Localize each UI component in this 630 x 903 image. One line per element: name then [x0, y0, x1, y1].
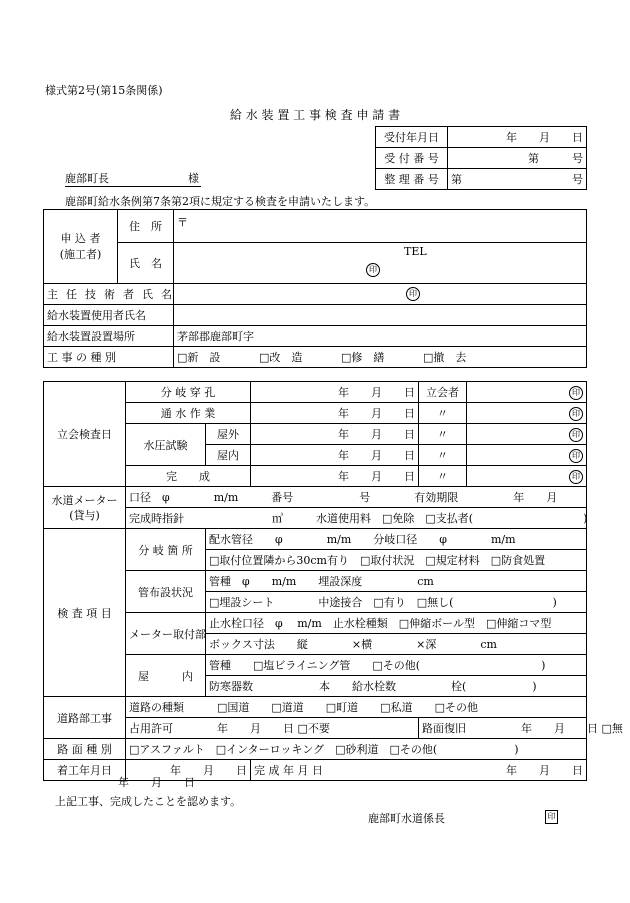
- addressee: [65, 170, 201, 187]
- applicant-label-cell: [44, 210, 118, 284]
- reference-suffix: 号: [572, 173, 583, 186]
- meter-label-cell: [44, 487, 126, 529]
- ditto-mark: 〃: [419, 403, 467, 424]
- work-type-options: [174, 347, 587, 368]
- water-flow-date[interactable]: 年 月 日: [251, 403, 419, 424]
- form-title: 給 水 装 置 工 事 検 査 申 請 書: [229, 108, 401, 122]
- complete-date-value[interactable]: 年 月 日: [506, 764, 583, 777]
- location-field[interactable]: 茅部郡鹿部町字: [174, 326, 587, 347]
- work-type-repair[interactable]: □修 繕: [341, 351, 385, 364]
- engineer-field[interactable]: [174, 284, 587, 305]
- applicant-sub: (施工者): [59, 247, 102, 261]
- on-site-date-label: 立会検査日: [44, 382, 126, 487]
- applicant-table: [43, 209, 587, 368]
- pipe-status-label: 管布設状況: [126, 571, 206, 613]
- witness-field-2[interactable]: [467, 403, 587, 424]
- work-type-label: 工 事 の 種 別: [44, 347, 174, 368]
- ditto-mark: 〃: [419, 445, 467, 466]
- branch-drilling-label: 分 岐 穿 孔: [126, 382, 251, 403]
- witness-label: 立会者: [419, 382, 467, 403]
- work-type-removal[interactable]: □撤 去: [423, 351, 467, 364]
- witness-field-5[interactable]: [467, 466, 587, 487]
- reception-number-value: 第 号: [448, 148, 587, 169]
- complete-date-cell: [251, 760, 587, 781]
- reception-table: [375, 126, 587, 190]
- indoor-label: 屋内: [206, 445, 251, 466]
- meter-fitting-line-1[interactable]: 止水栓口径 φ m/m 止水栓種類 □伸縮ボール型 □伸縮コマ型: [206, 613, 587, 634]
- reference-number-value: [448, 169, 587, 190]
- witness-field-1[interactable]: [467, 382, 587, 403]
- pressure-test-label: 水圧試験: [126, 424, 206, 466]
- witness-seal-icon: 印: [569, 428, 583, 442]
- user-field[interactable]: [174, 305, 587, 326]
- branch-line-1[interactable]: 配水管径 φ m/m 分岐口径 φ m/m: [206, 529, 587, 550]
- start-date-value[interactable]: 年 月 日: [126, 760, 251, 781]
- engineer-seal-icon: 印: [406, 287, 420, 301]
- address-label: 住 所: [118, 210, 174, 243]
- branch-line-2[interactable]: □取付位置隣から30cm有り □取付状況 □規定材料 □防食処置: [206, 550, 587, 571]
- footer-date[interactable]: 年 月 日: [118, 776, 195, 789]
- branch-drilling-date[interactable]: 年 月 日: [251, 382, 419, 403]
- name-field[interactable]: [174, 243, 587, 284]
- occupancy-permit[interactable]: 占用許可 年 月 日 □不要: [126, 718, 419, 739]
- surface-type-options[interactable]: □アスファルト □インターロッキング □砂利道 □その他( ): [126, 739, 587, 760]
- indoor-section-label: 屋 内: [126, 655, 206, 697]
- completion-date[interactable]: 年 月 日: [251, 466, 419, 487]
- indoor-test-date[interactable]: 年 月 日: [251, 445, 419, 466]
- start-date-label: 着工年月日: [44, 760, 126, 781]
- pipe-line-1[interactable]: 管種 φ m/m 埋設深度 cm: [206, 571, 587, 592]
- indoor-line-2[interactable]: 防寒器数 本 給水栓数 栓( ): [206, 676, 587, 697]
- indoor-line-1[interactable]: 管種 □塩ビライニング管 □その他( ): [206, 655, 587, 676]
- form-number: 様式第2号(第15条関係): [45, 84, 163, 97]
- reference-number-label: 整 理 番 号: [376, 169, 448, 190]
- meter-label: 水道メーター: [51, 493, 118, 507]
- completion-label: 完 成: [126, 466, 251, 487]
- meter-line-1[interactable]: 口径 φ m/m 番号 号 有効期限 年 月: [126, 487, 587, 508]
- pipe-line-2[interactable]: □埋設シート 中途接合 □有り □無し( ): [206, 592, 587, 613]
- meter-line-2[interactable]: 完成時指針 ㎥ 水道使用料 □免除 □支払者( ): [126, 508, 587, 529]
- outdoor-label: 屋外: [206, 424, 251, 445]
- reception-number-label: 受 付 番 号: [376, 148, 448, 169]
- applicant-label: 申 込 者: [60, 231, 101, 245]
- work-type-new[interactable]: □新 設: [177, 351, 221, 364]
- branch-location-label: 分 岐 箇 所: [126, 529, 206, 571]
- meter-fitting-label: メーター取付部: [126, 613, 206, 655]
- ditto-mark: 〃: [419, 466, 467, 487]
- road-line-1[interactable]: 道路の種類 □国道 □道道 □町道 □私道 □その他: [126, 697, 587, 718]
- surface-type-label: 路 面 種 別: [44, 739, 126, 760]
- inspection-table: [43, 381, 623, 781]
- outdoor-test-date[interactable]: 年 月 日: [251, 424, 419, 445]
- witness-field-3[interactable]: [467, 424, 587, 445]
- footer-seal-icon: 印: [545, 810, 558, 824]
- reception-date-label: 受付年月日: [376, 127, 448, 148]
- addressee-name: 鹿部町長: [65, 172, 109, 185]
- ditto-mark: 〃: [419, 424, 467, 445]
- addressee-honorific: 様: [188, 172, 199, 185]
- witness-seal-icon: 印: [569, 449, 583, 463]
- user-label: 給水装置使用者氏名: [44, 305, 174, 326]
- address-field[interactable]: 〒: [174, 210, 587, 243]
- tel-label: TEL: [404, 245, 427, 258]
- complete-date-label: 完 成 年 月 日: [254, 764, 323, 777]
- intro-text: 鹿部町給水条例第7条第2項に規定する検査を申請いたします。: [65, 195, 376, 208]
- location-label: 給水装置設置場所: [44, 326, 174, 347]
- road-restoration[interactable]: 路面復旧 年 月 日 □無: [419, 718, 587, 739]
- footer-statement: 上記工事、完成したことを認めます。: [55, 795, 242, 808]
- meter-sub: (貸与): [69, 508, 100, 522]
- witness-seal-icon: 印: [569, 470, 583, 484]
- footer-signer: 鹿部町水道係長: [368, 812, 445, 825]
- name-label: 氏 名: [118, 243, 174, 284]
- road-work-label: 道路部工事: [44, 697, 126, 739]
- witness-seal-icon: 印: [569, 407, 583, 421]
- engineer-label: 主任技術者氏名: [44, 284, 174, 305]
- witness-field-4[interactable]: [467, 445, 587, 466]
- applicant-seal-icon: 印: [366, 263, 380, 277]
- water-flow-label: 通 水 作 業: [126, 403, 251, 424]
- reception-date-value: 年 月 日: [448, 127, 587, 148]
- witness-seal-icon: 印: [569, 386, 583, 400]
- work-type-remodel[interactable]: □改 造: [259, 351, 303, 364]
- inspection-items-label: 検 査 項 目: [44, 529, 126, 697]
- meter-fitting-line-2[interactable]: ボックス寸法 縦 ×横 ×深 cm: [206, 634, 587, 655]
- reference-prefix: 第: [451, 173, 462, 186]
